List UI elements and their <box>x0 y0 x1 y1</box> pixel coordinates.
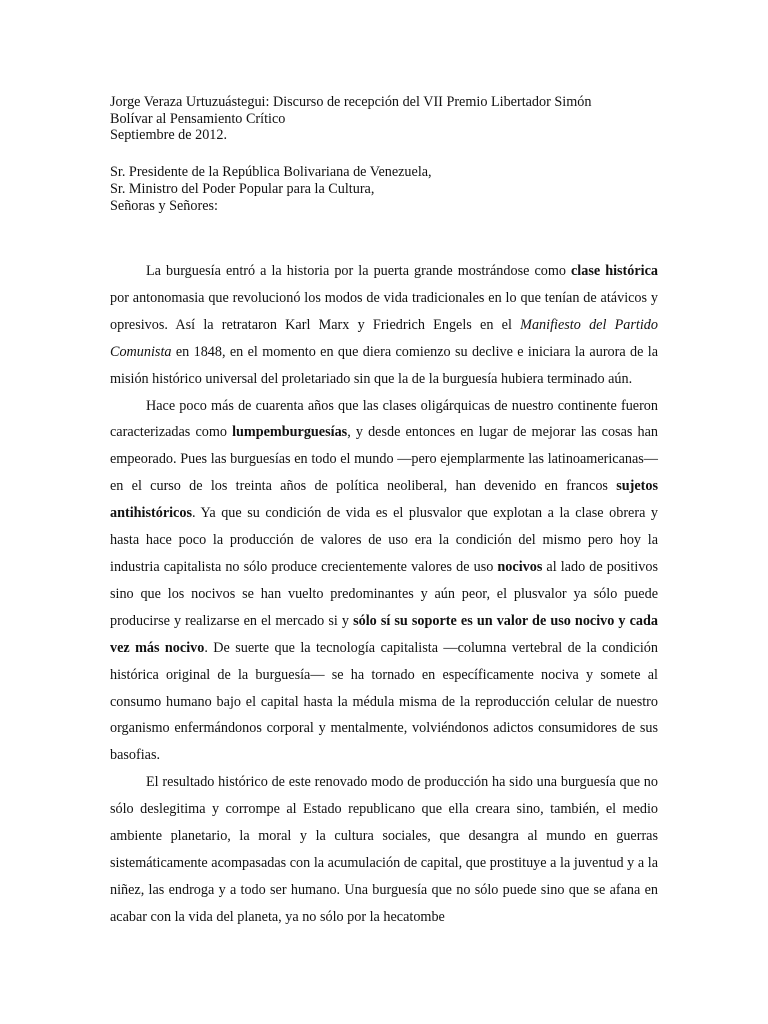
header-date: Septiembre de 2012. <box>110 127 228 143</box>
italic-book-title: Manifiesto del Partido Comunista <box>110 316 658 360</box>
paragraph-text: , y desde entonces en lugar de mejorar las cosas han empeorado. Pues las burguesías en todo el mundo —pero ejemplarmente las latinoamericanas— en el curso de los treinta años de política neoliberal, han devenido en francos <box>110 424 658 495</box>
salutation-line-minister: Sr. Ministro del Poder Popular para la Cultura, <box>110 181 375 197</box>
speech-body <box>110 258 658 931</box>
salutation-line-audience: Señoras y Señores: <box>110 198 218 214</box>
paragraph-3 <box>110 769 658 930</box>
header-title-line-2: Bolívar al Pensamiento Crítico <box>110 110 286 127</box>
salutation <box>110 164 660 215</box>
paragraph-1 <box>110 258 658 393</box>
bold-phrase: clase histórica <box>571 263 658 279</box>
paragraph-text: por antonomasia que revolucionó los modos de vida tradicionales en lo que tenían de atávicos y opresivos. Así la retrataron Karl Marx y Friedrich Engels en el <box>110 289 658 333</box>
salutation-line-president: Sr. Presidente de la República Bolivariana de Venezuela, <box>110 164 432 180</box>
paragraph-2 <box>110 393 658 770</box>
paragraph-text: al lado de positivos sino que los nocivos se han vuelto predominantes y aún peor, el plusvalor ya sólo puede producirse y realizarse en el mercado si y <box>110 558 658 629</box>
paragraph-text: . De suerte que la tecnología capitalista —columna vertebral de la condición histórica original de la burguesía— se ha tornado en específicamente nociva y somete al consumo humano bajo el capital hasta la médula misma de la reproducción celular de nuestro organismo enfermándonos corporal y mentalmente, volviéndonos adictos consumidores de sus basofias. <box>110 639 658 764</box>
bold-phrase: lumpemburguesías <box>232 424 348 441</box>
paragraph-text: La burguesía entró a la historia por la puerta grande mostrándose como <box>146 263 571 279</box>
bold-phrase: nocivos <box>497 558 543 575</box>
header-title-line: Jorge Veraza Urtuzuástegui: Discurso de recepción del VII Premio Libertador Simón <box>110 94 592 110</box>
bold-phrase: sujetos antihistóricos <box>110 478 658 522</box>
bold-phrase: sólo sí su soporte es un valor de uso nocivo y cada vez más nocivo <box>110 612 658 656</box>
paragraph-text: El resultado histórico de este renovado modo de producción ha sido una burguesía que no sólo deslegitima y corrompe al Estado republicano que ella creara sino, también, el medio ambiente planetario, la moral y la cultura sociales, que desangra al mundo en guerras sistemáticamente acompasadas con la acumulación de capital, que prostituye a la juventud y a la niñez, las endroga y a todo ser humano. Una burguesía que no sólo puede sino que se afana en acabar con la vida del planeta, ya no sólo por la hecatombe <box>110 774 658 925</box>
paragraph-text: en 1848, en el momento en que diera comienzo su declive e iniciara la aurora de la misión histórico universal del proletariado sin que la de la burguesía hubiera terminado aún. <box>110 343 658 387</box>
document-header <box>110 94 660 144</box>
paragraph-text: Hace poco más de cuarenta años que las clases oligárquicas de nuestro continente fueron caracterizadas como <box>110 397 658 441</box>
paragraph-text: . Ya que su condición de vida es el plusvalor que explotan a la clase obrera y hasta hace poco la producción de valores de uso era la condición del mismo pero hoy la industria capitalista no sólo produce crecientemente valores de uso <box>110 505 658 575</box>
